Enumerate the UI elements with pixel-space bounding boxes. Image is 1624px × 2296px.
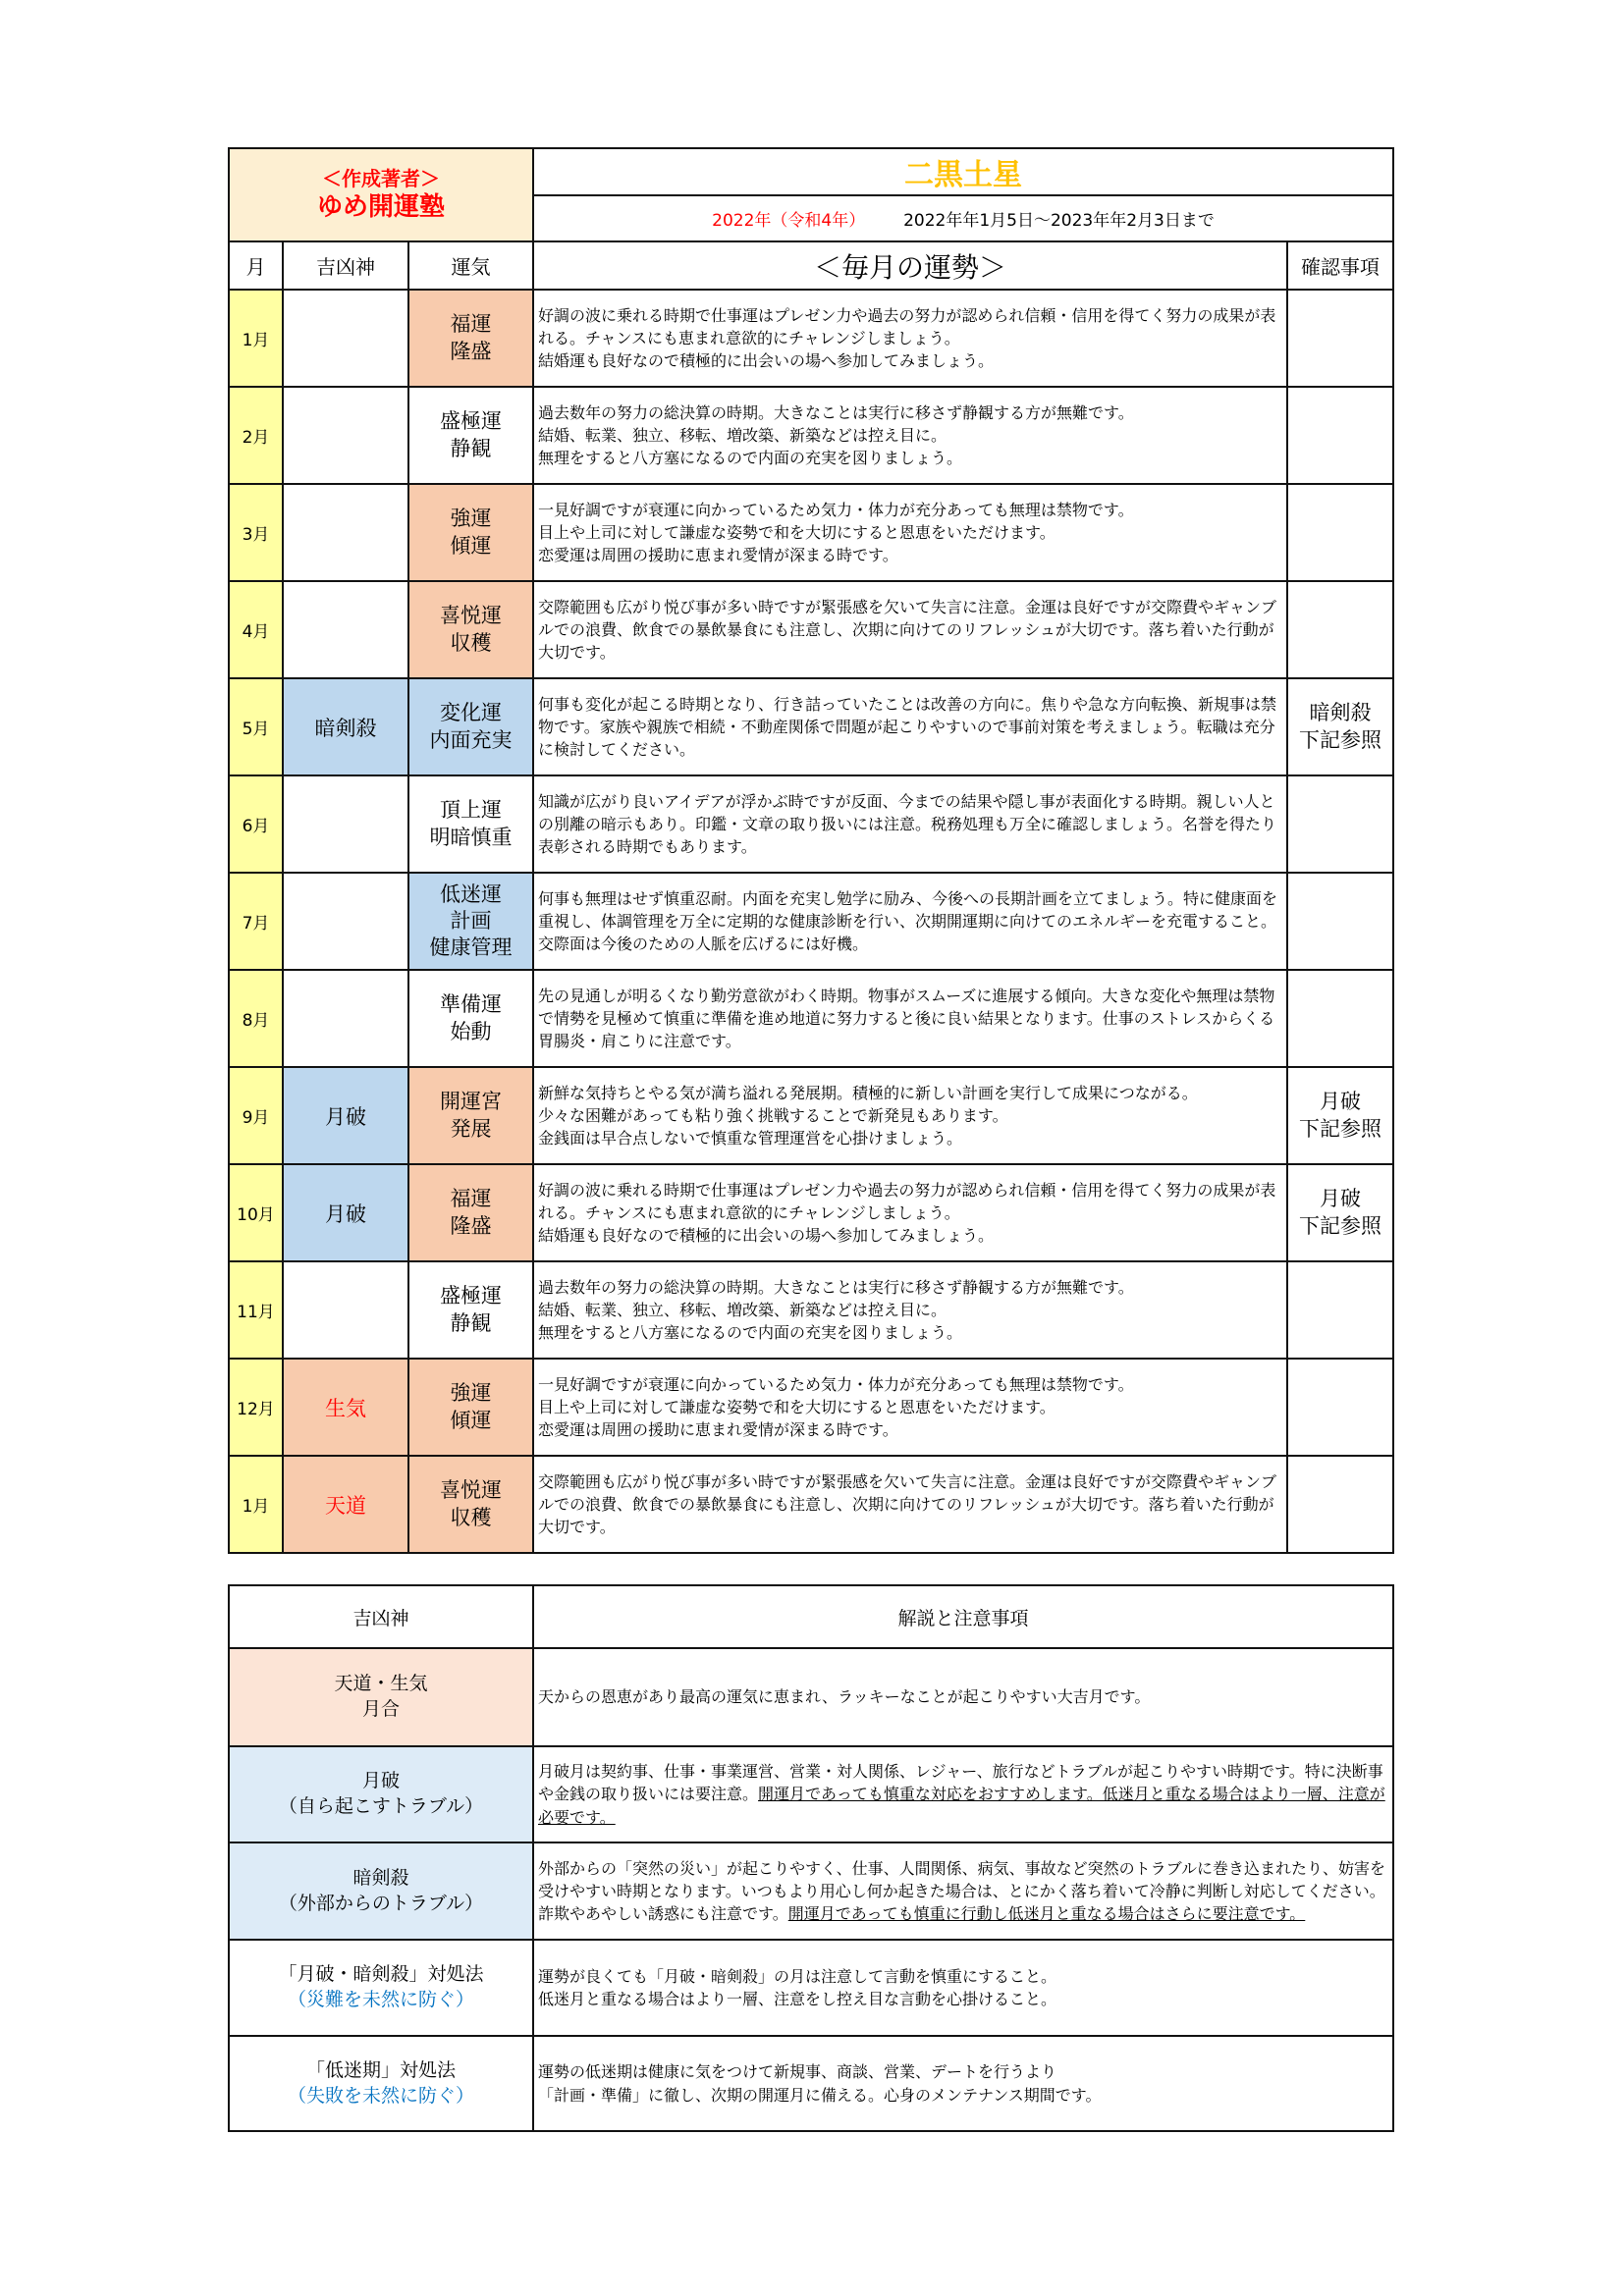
kyoshin-cell <box>283 484 408 581</box>
fortune-heading: ＜毎月の運勢＞ <box>814 250 1007 284</box>
month-label: 9月 <box>229 1067 283 1164</box>
check-note: 下記参照 <box>1299 1213 1382 1238</box>
fortune-text-line: 過去数年の努力の総決算の時期。大きなことは実行に移さず静観する方が無難です。 <box>538 402 1134 422</box>
unki-cell <box>408 1261 533 1359</box>
check-note: 下記参照 <box>1299 1116 1382 1141</box>
fortune-text-line: 何事も変化が起こる時期となり、行き詰っていたことは改善の方向に。焦りや急な方向転換、新規事は禁物です。家族や親族で相続・不動産関係で問題が起こりやすいので事前対策を考えましょう。転職は充分に検討してください。 <box>538 694 1277 760</box>
month-label: 8月 <box>229 970 283 1067</box>
fortune-text-line: 恋愛運は周囲の援助に恵まれ愛情が深まる時です。 <box>538 546 898 565</box>
fortune-text-cell <box>533 1164 1287 1261</box>
fortune-text-line: 結婚運も良好なので積極的に出会いの場へ参加してみましょう。 <box>538 1226 995 1246</box>
period-cell <box>533 195 1393 241</box>
unki-cell <box>408 1164 533 1261</box>
month-row <box>229 581 1393 678</box>
fortune-text-cell <box>533 775 1287 873</box>
fortune-text-cell <box>533 1456 1287 1553</box>
check-cell <box>1287 775 1393 873</box>
fortune-text-cell <box>533 873 1287 970</box>
legend-name: 「低迷期」対処法 <box>305 2058 456 2081</box>
fortune-text-line: 交際範囲も広がり悦び事が多い時ですが緊張感を欠いて失言に注意。金運は良好ですが交際費やギャンブルでの浪費、飲食での暴飲暴食にも注意し、次期に向けてのリフレッシュが大切です。落ち着いた行動が大切です。 <box>538 597 1277 663</box>
check-note: 下記参照 <box>1299 727 1382 752</box>
unki-line: 計画 <box>450 908 492 933</box>
month-row <box>229 484 1393 581</box>
month-row <box>229 1456 1393 1553</box>
month-label: 10月 <box>229 1164 283 1261</box>
legend-row <box>229 1746 1393 1842</box>
month-label: 5月 <box>229 678 283 775</box>
month-label: 6月 <box>229 775 283 873</box>
month-label: 12月 <box>229 1359 283 1456</box>
unki-line: 隆盛 <box>450 339 492 363</box>
legend-row <box>229 1842 1393 1940</box>
check-note: 月破 <box>1320 1090 1362 1114</box>
fortune-text-line: 一見好調ですが衰運に向かっているため気力・体力が充分あっても無理は禁物です。 <box>538 500 1134 519</box>
month-row <box>229 290 1393 387</box>
unki-cell <box>408 387 533 484</box>
legend-desc-text: 「計画・準備」に徹し、次期の開運月に備える。心身のメンテナンス期間です。 <box>538 2085 1102 2105</box>
check-cell <box>1287 484 1393 581</box>
legend-name: 天道・生気 <box>334 1673 428 1695</box>
fortune-text-cell <box>533 484 1287 581</box>
legend-header-desc: 解説と注意事項 <box>533 1585 1393 1648</box>
legend-desc-cell <box>533 1648 1393 1746</box>
fortune-text-cell <box>533 1067 1287 1164</box>
check-note: 暗剣殺 <box>1309 701 1372 725</box>
month-row <box>229 1261 1393 1359</box>
unki-cell <box>408 484 533 581</box>
author-name: ゆめ開運塾 <box>317 191 446 222</box>
legend-row <box>229 1940 1393 2036</box>
unki-line: 静観 <box>450 436 492 460</box>
fortune-text-cell <box>533 581 1287 678</box>
unki-cell <box>408 873 533 970</box>
fortune-text-line: 一見好調ですが衰運に向かっているため気力・体力が充分あっても無理は禁物です。 <box>538 1374 1134 1394</box>
month-label: 1月 <box>229 290 283 387</box>
unki-line: 内面充実 <box>429 727 513 752</box>
legend-desc-cell <box>533 1746 1393 1842</box>
fortune-text-cell <box>533 290 1287 387</box>
kyoshin-cell: 月破 <box>283 1164 408 1261</box>
check-cell <box>1287 1067 1393 1164</box>
check-cell <box>1287 387 1393 484</box>
fortune-text-line: 結婚、転業、独立、移転、増改築、新築などは控え目に。 <box>538 1300 947 1319</box>
unki-line: 変化運 <box>440 701 502 725</box>
check-cell <box>1287 678 1393 775</box>
kyoshin-cell: 暗剣殺 <box>283 678 408 775</box>
legend-name-cell <box>229 1940 533 2036</box>
fortune-text-line: 目上や上司に対して謙虚な姿勢で和を大切にすると恩恵をいただけます。 <box>538 1397 1056 1416</box>
legend-name: 月破 <box>361 1770 400 1792</box>
kyoshin-cell <box>283 387 408 484</box>
legend-desc-text: 開運月であっても慎重な対応をおすすめします。低迷月と重なる場合はより一層、注意が必要です。 <box>538 1785 1385 1827</box>
month-row <box>229 1067 1393 1164</box>
month-row <box>229 387 1393 484</box>
unki-line: 健康管理 <box>429 935 513 960</box>
month-label: 3月 <box>229 484 283 581</box>
fortune-text-cell <box>533 1261 1287 1359</box>
legend-row <box>229 2036 1393 2131</box>
unki-line: 低迷運 <box>440 881 502 906</box>
unki-line: 強運 <box>450 1381 492 1406</box>
unki-line: 隆盛 <box>450 1213 492 1238</box>
legend-name-sub: （災難を未然に防ぐ） <box>287 1989 474 2010</box>
unki-line: 喜悦運 <box>440 1478 502 1503</box>
fortune-text-cell <box>533 1359 1287 1456</box>
legend-desc-text: 天からの恩恵があり最高の運気に恵まれ、ラッキーなことが起こりやすい大吉月です。 <box>538 1687 1151 1707</box>
month-label: 4月 <box>229 581 283 678</box>
unki-line: 強運 <box>450 507 492 531</box>
fortune-text-line: 新鮮な気持ちとやる気が満ち溢れる発展期。積極的に新しい計画を実行して成果につながる。 <box>538 1083 1198 1102</box>
check-cell <box>1287 1456 1393 1553</box>
col-header-check: 確認事項 <box>1287 241 1393 290</box>
unki-line: 明暗慎重 <box>429 825 513 849</box>
legend-name: （外部からのトラブル） <box>278 1892 484 1914</box>
unki-cell <box>408 581 533 678</box>
fortune-text-line: 無理をすると八方塞になるので内面の充実を図りましょう。 <box>538 449 963 468</box>
fortune-text-line: 金銭面は早合点しないで慎重な管理運営を心掛けましょう。 <box>538 1129 963 1148</box>
unki-cell <box>408 1067 533 1164</box>
month-label: 7月 <box>229 873 283 970</box>
check-note: 月破 <box>1320 1187 1362 1211</box>
legend-desc-cell <box>533 1940 1393 2036</box>
col-header-fortune <box>533 241 1287 290</box>
monthly-fortune-table <box>228 147 1394 1554</box>
fortune-text-line: 恋愛運は周囲の援助に恵まれ愛情が深まる時です。 <box>538 1420 898 1440</box>
legend-desc-text: 開運月であっても慎重に行動し低迷月と重なる場合はさらに要注意です。 <box>787 1904 1306 1924</box>
unki-cell <box>408 1456 533 1553</box>
kyoshin-cell: 天道 <box>283 1456 408 1553</box>
fortune-text-cell <box>533 387 1287 484</box>
unki-line: 発展 <box>450 1116 492 1141</box>
month-row <box>229 678 1393 775</box>
fortune-text-line: 好調の波に乗れる時期で仕事運はプレゼン力や過去の努力が認められ信頼・信用を得てく努力の成果が表れる。チャンスにも恵まれ意欲的にチャレンジしましょう。 <box>538 1180 1276 1222</box>
fortune-text-line: 交際範囲も広がり悦び事が多い時ですが緊張感を欠いて失言に注意。金運は良好ですが交際費やギャンブルでの浪費、飲食での暴飲暴食にも注意し、次期に向けてのリフレッシュが大切です。落ち着いた行動が大切です。 <box>538 1471 1277 1537</box>
unki-cell <box>408 678 533 775</box>
author-cell <box>229 148 533 241</box>
fortune-text-line: 結婚運も良好なので積極的に出会いの場へ参加してみましょう。 <box>538 351 995 371</box>
legend-name-cell <box>229 1842 533 1940</box>
unki-line: 盛極運 <box>440 409 502 434</box>
check-cell <box>1287 1359 1393 1456</box>
unki-line: 開運宮 <box>440 1090 502 1114</box>
unki-line: 頂上運 <box>440 798 502 823</box>
unki-line: 収穫 <box>450 1505 492 1529</box>
kyoshin-cell <box>283 581 408 678</box>
legend-name: 「月破・暗剣殺」対処法 <box>278 1963 484 1986</box>
month-row <box>229 970 1393 1067</box>
legend-name-sub: （失敗を未然に防ぐ） <box>287 2084 474 2107</box>
kyoshin-cell <box>283 290 408 387</box>
legend-header-kyoshin: 吉凶神 <box>229 1585 533 1648</box>
fortune-text-line: 知識が広がり良いアイデアが浮かぶ時ですが反面、今までの結果や隠し事が表面化する時期。親しい人との別離の暗示もあり。印鑑・文章の取り扱いには注意。税務処理も万全に確認しましょう。名誉を得たり表彰される時期でもあります。 <box>538 791 1277 857</box>
unki-line: 収穫 <box>450 630 492 655</box>
kyoshin-cell: 生気 <box>283 1359 408 1456</box>
check-cell <box>1287 970 1393 1067</box>
month-row <box>229 1359 1393 1456</box>
month-row <box>229 1164 1393 1261</box>
legend-name: （自ら起こすトラブル） <box>278 1795 484 1817</box>
fortune-text-line: 目上や上司に対して謙虚な姿勢で和を大切にすると恩恵をいただけます。 <box>538 522 1056 542</box>
fortune-text-cell <box>533 678 1287 775</box>
kyoshin-cell: 月破 <box>283 1067 408 1164</box>
legend-desc-text: 月破月は契約事、仕事・事業運営、営業・対人関係、レジャー、旅行などトラブルが起こりやすい時期です。特に決断事や金銭の取り扱いには要注意。 <box>538 1762 1383 1804</box>
legend-desc-text: 運勢が良くても「月破・暗剣殺」の月は注意して言動を慎重にすること。 <box>538 1966 1057 1986</box>
fortune-text-line: 先の見通しが明るくなり勤労意欲がわく時期。物事がスムーズに進展する傾向。大きな変化や無理は禁物で情勢を見極めて慎重に準備を進め地道に努力すると後に良い結果となります。仕事のストレスからくる胃腸炎・肩こりに注意です。 <box>538 986 1275 1051</box>
unki-cell <box>408 290 533 387</box>
fortune-text-line: 過去数年の努力の総決算の時期。大きなことは実行に移さず静観する方が無難です。 <box>538 1277 1134 1297</box>
col-header-kyoshin: 吉凶神 <box>283 241 408 290</box>
col-header-unki: 運気 <box>408 241 533 290</box>
month-row <box>229 775 1393 873</box>
legend-name-cell <box>229 2036 533 2131</box>
legend-desc-text: 低迷月と重なる場合はより一層、注意をし控え目な言動を心掛けること。 <box>538 1990 1057 2008</box>
unki-cell <box>408 775 533 873</box>
kyoshin-cell <box>283 1261 408 1359</box>
check-cell <box>1287 290 1393 387</box>
kyoshin-cell <box>283 775 408 873</box>
legend-desc-cell <box>533 2036 1393 2131</box>
fortune-text-line: 無理をすると八方塞になるので内面の充実を図りましょう。 <box>538 1323 963 1343</box>
legend-name-cell <box>229 1648 533 1746</box>
fortune-text-cell <box>533 970 1287 1067</box>
month-label: 11月 <box>229 1261 283 1359</box>
month-row <box>229 873 1393 970</box>
unki-line: 傾運 <box>450 1408 492 1432</box>
fortune-text-line: 好調の波に乗れる時期で仕事運はプレゼン力や過去の努力が認められ信頼・信用を得てく努力の成果が表れる。チャンスにも恵まれ意欲的にチャレンジしましょう。 <box>538 305 1276 347</box>
legend-desc-text: 外部からの「突然の災い」が起こりやすく、仕事、人間関係、病気、事故など突然のトラブルに巻き込まれたり、妨害を受けやすい時期となります。いつもより用心し何か起きた場合は、とにかく落ち着いて冷静に判断し対応してください。詐欺やあやしい誘惑にも注意です。 <box>538 1858 1386 1924</box>
kyoshin-cell <box>283 970 408 1067</box>
legend-desc-cell <box>533 1842 1393 1940</box>
check-cell <box>1287 1261 1393 1359</box>
year-label: 2022年（令和4年） <box>712 211 866 231</box>
unki-line: 喜悦運 <box>440 604 502 628</box>
page-title: 二黒土星 <box>533 148 1393 195</box>
unki-line: 盛極運 <box>440 1284 502 1308</box>
fortune-text-line: 何事も無理はせず慎重忍耐。内面を充実し勉学に励み、今後への長期計画を立てましょう。特に健康面を重視し、体調管理を万全に定期的な健康診断を行い、次期開運期に向けてのエネルギーを充電すること。交際面は今後のための人脈を広げるには好機。 <box>538 888 1277 954</box>
check-cell <box>1287 873 1393 970</box>
period-text: 2022年年1月5日～2023年年2月3日まで <box>903 211 1215 231</box>
month-label: 2月 <box>229 387 283 484</box>
unki-line: 準備運 <box>440 992 502 1017</box>
legend-row <box>229 1648 1393 1746</box>
unki-line: 傾運 <box>450 533 492 558</box>
legend-name: 月合 <box>361 1698 400 1720</box>
unki-cell <box>408 1359 533 1456</box>
unki-line: 静観 <box>450 1310 492 1335</box>
fortune-text-line: 結婚、転業、独立、移転、増改築、新築などは控え目に。 <box>538 425 947 445</box>
legend-table <box>228 1584 1394 2132</box>
check-cell <box>1287 1164 1393 1261</box>
fortune-text-line: 少々な困難があっても粘り強く挑戦することで新発見もあります。 <box>538 1105 1008 1125</box>
unki-line: 福運 <box>450 312 492 337</box>
unki-line: 始動 <box>450 1019 492 1043</box>
legend-desc-text: 運勢の低迷期は健康に気をつけて新規事、商談、営業、デートを行うより <box>538 2062 1057 2082</box>
unki-cell <box>408 970 533 1067</box>
legend-name: 暗剣殺 <box>352 1866 409 1889</box>
col-header-month: 月 <box>229 241 283 290</box>
author-label: ＜作成著者＞ <box>322 166 440 190</box>
month-label: 1月 <box>229 1456 283 1553</box>
unki-line: 福運 <box>450 1187 492 1211</box>
check-cell <box>1287 581 1393 678</box>
legend-name-cell <box>229 1746 533 1842</box>
kyoshin-cell <box>283 873 408 970</box>
